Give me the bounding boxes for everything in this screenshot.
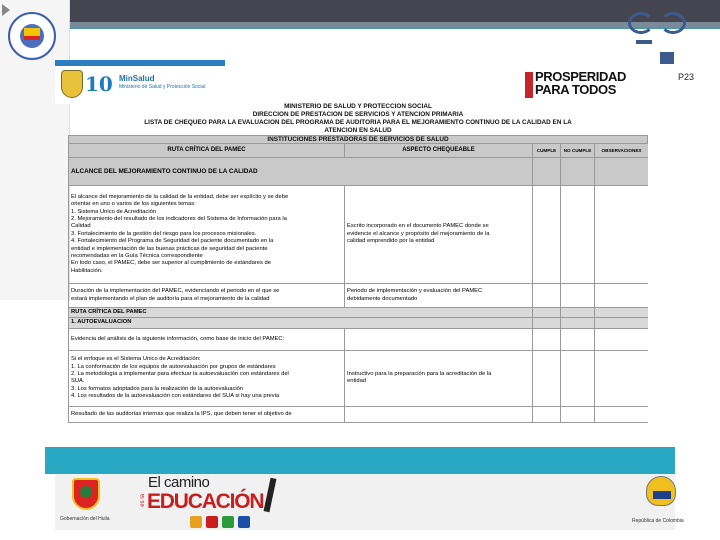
teal-band (45, 447, 675, 474)
page-code: P23 (678, 72, 695, 82)
gobernacion-huila-logo (60, 476, 110, 528)
people-icon (190, 516, 202, 528)
header-line: INSTITUCIONES PRESTADORAS DE SERVICIOS DE SALUD (68, 135, 648, 144)
coat-of-arms-icon (72, 478, 100, 510)
play-arrow-icon[interactable] (2, 4, 10, 16)
subheader: RUTA CRÍTICA DEL PAMEC (69, 308, 533, 318)
column-header: CUMPLE (533, 144, 561, 158)
minsalud-subtitle: Ministerio de Salud y Protección Social (119, 84, 206, 90)
section-title: ALCANCE DEL MEJORAMIENTO CONTINUO DE LA CALIDAD (69, 158, 533, 186)
column-header: NO CUMPLE (561, 144, 595, 158)
table-cell: Periodo de implementación y evaluación del PAMEC debidamente documentado (345, 284, 533, 308)
camino-educacion-logo (140, 474, 275, 530)
camino-line-2: EDUCACIÓN (147, 490, 264, 513)
minsalud-logo: 10 MinSalud Ministerio de Salud y Protección Social (55, 60, 225, 104)
shield-icon (61, 70, 83, 98)
column-header: ASPECTO CHEQUEABLE (345, 144, 533, 158)
prosperidad-line-1: PROSPERIDAD (535, 69, 626, 84)
prosperidad-mark-icon (525, 72, 533, 98)
header-line: MINISTERIO DE SALUD Y PROTECCION SOCIAL (284, 103, 432, 110)
top-teal-line (70, 27, 720, 29)
table-cell: Resultado de las auditorías internas que realiza la IPS, que deben tener el objetivo de (69, 406, 345, 422)
dash-icon (636, 40, 652, 44)
camino-line-1: El camino (148, 474, 210, 491)
prosperidad-line-2: PARA TODOS (535, 82, 616, 97)
header-line: LISTA DE CHEQUEO PARA LA EVALUACION DEL PROGRAMA DE AUDITORIA PARA EL MEJORAMIENTO CONTINUO DE LA CALIDAD EN LA (144, 119, 572, 126)
building-icon (660, 52, 674, 64)
swirl-left-icon (628, 12, 654, 34)
checklist-table (68, 143, 648, 427)
pencil-icon (264, 478, 277, 513)
header-line: DIRECCION DE PRESTACION DE SERVICIOS Y ATENCION PRIMARIA (252, 111, 464, 118)
header-line: ATENCION EN SALUD (324, 127, 392, 134)
leaf-icon (222, 516, 234, 528)
republica-colombia-logo (632, 474, 692, 530)
table-cell: Evidencia del análisis de la siguiente información, como base de inicio del PAMEC: (69, 328, 345, 350)
camino-prefix: es la (140, 494, 146, 507)
table-cell: Si el enfoque es el Sistema Único de Acreditación: 1. La conformación de los equipos de autoevaluación por grupos de estándares 2. La metodología a implementar para efectuar la autoevaluación con estándares del SUA. 3. Los formatos adoptados para la realización de la autoevaluación 4. Los resultados de la autoevaluación con estándares del SUA si hay una previa (69, 350, 345, 406)
republica-caption: República de Colombia (632, 518, 684, 524)
right-logo-icons (628, 12, 690, 72)
column-header: RUTA CRÍTICA DEL PAMEC (69, 144, 345, 158)
heart-icon (206, 516, 218, 528)
table-cell: Duración de la implementación del PAMEC, evidenciando el periodo en el que se estará implementando el plan de auditoría para el mejoramiento de la calidad (69, 284, 345, 308)
top-bar (0, 0, 720, 22)
gobernacion-caption: Gobernación del Huila (60, 516, 110, 522)
document-header (68, 103, 648, 144)
subheader: 1. AUTOEVALUACION (69, 318, 533, 328)
swirl-right-icon (660, 12, 686, 34)
table-cell: El alcance del mejoramiento de la calidad de la entidad, debe ser explícito y se debe orientar en uno o varios de los siguientes temas: 1. Sistema Único de Acreditación 2. Mejoramiento del resultado de los indicadores del Sistema de Información para la Calidad 3. Fortalecimiento de la gestión del riesgo para los procesos misionales. 4. Fortalecimiento del Programa de Seguridad del paciente documentado en la entidad e implementación de las buenas prácticas de seguridad del paciente recomendadas en la Guía Técnica correspondiente En todo caso, el PAMEC, debe ser superior al cumplimiento de estándares de Habilitación. (69, 186, 345, 284)
column-header: OBSERVACIONES (595, 144, 649, 158)
book-icon (238, 516, 250, 528)
table-cell: Escrito incorporado en el documento PAMEC donde se evidencie el alcance y propósito del mejoramiento de la calidad emprendido por la entidad (345, 186, 533, 284)
eagle-crest-icon (646, 476, 676, 506)
minsalud-name: MinSalud (119, 74, 155, 83)
seal-logo-left (8, 12, 56, 60)
table-cell: Instructivo para la preparación para la acreditación de la entidad (345, 350, 533, 406)
prosperidad-logo (525, 70, 631, 100)
